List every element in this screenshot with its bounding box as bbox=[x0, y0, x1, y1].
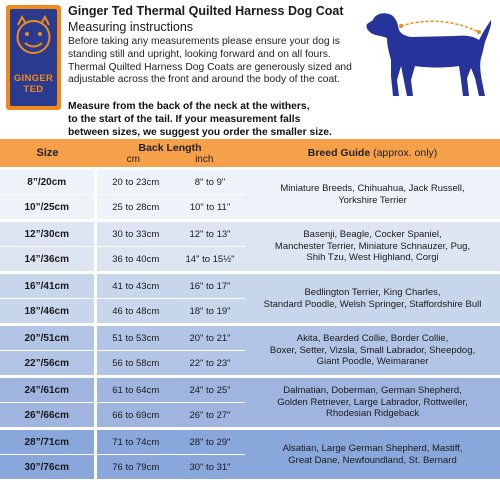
inch-cell: 28" to 29" bbox=[189, 436, 231, 448]
page-title: Ginger Ted Thermal Quilted Harness Dog Coat bbox=[68, 4, 344, 18]
size-cell: 30”/76cm bbox=[0, 455, 95, 479]
size-cell: 14”/36cm bbox=[0, 247, 95, 271]
dog-silhouette-icon bbox=[355, 6, 495, 106]
table-row bbox=[0, 274, 500, 298]
logo-text-line2: TED bbox=[23, 84, 44, 95]
inch-cell: 12" to 13" bbox=[189, 228, 231, 240]
table-row bbox=[0, 326, 500, 350]
inch-cell: 16" to 17" bbox=[189, 280, 231, 292]
table-row bbox=[0, 170, 500, 194]
cm-cell: 76 to 79cm bbox=[112, 461, 160, 473]
measurement-instruction: Measure from the back of the neck at the withers, to the start of the tail. If your measurement falls between sizes, we suggest you order the smaller size. bbox=[68, 101, 332, 138]
size-header: Size bbox=[0, 139, 95, 167]
inch-cell: 22" to 23" bbox=[189, 357, 231, 369]
table-row bbox=[0, 430, 500, 454]
cm-cell: 20 to 23cm bbox=[112, 176, 160, 188]
inch-cell: 30" to 31" bbox=[189, 461, 231, 473]
ginger-ted-logo bbox=[6, 5, 61, 110]
size-cell: 22”/56cm bbox=[0, 351, 95, 375]
cm-cell: 46 to 48cm bbox=[112, 305, 160, 317]
intro-text: Before taking any measurements please ensure your dog is standing still and upright, looking forward and on all fours. Thermal Quilted Harness Dog Coats are generously sized and adjustable across the front and around the body of the coat. bbox=[68, 36, 352, 86]
inch-cell: 24" to 25" bbox=[189, 384, 231, 396]
cm-header: cm bbox=[126, 153, 140, 165]
size-cell: 18”/46cm bbox=[0, 299, 95, 323]
size-cell: 16”/41cm bbox=[0, 274, 95, 298]
breed-cell: Akita, Bearded Collie, Border Collie, Boxer, Setter, Vizsla, Small Labrador, Sheepdog, Giant Poodle, Weimaraner bbox=[245, 326, 500, 375]
breed-guide-note: (approx. only) bbox=[373, 147, 438, 159]
size-cell: 8”/20cm bbox=[0, 170, 95, 194]
breed-guide-title: Breed Guide bbox=[307, 147, 371, 159]
back-length-title: Back Length bbox=[138, 141, 202, 154]
table-header-row bbox=[0, 139, 500, 167]
breed-cell: Basenji, Beagle, Cocker Spaniel, Manchester Terrier, Miniature Schnauzer, Pug, Shih Tzu, West Highland, Corgi bbox=[245, 222, 500, 271]
cm-cell: 30 to 33cm bbox=[112, 228, 160, 240]
inch-cell: 26" to 27" bbox=[189, 409, 231, 421]
size-cell: 24”/61cm bbox=[0, 378, 95, 402]
header bbox=[0, 0, 500, 137]
logo-text-line1: GINGER bbox=[13, 73, 54, 84]
table-row bbox=[0, 222, 500, 246]
cm-cell: 36 to 40cm bbox=[112, 253, 160, 265]
inch-cell: 10" to 11" bbox=[189, 201, 231, 213]
inch-cell: 14" to 15½" bbox=[185, 253, 235, 265]
size-cell: 12”/30cm bbox=[0, 222, 95, 246]
size-cell: 20”/51cm bbox=[0, 326, 95, 350]
size-chart-table bbox=[0, 139, 500, 479]
breed-guide-header bbox=[245, 139, 500, 167]
cm-cell: 25 to 28cm bbox=[112, 201, 160, 213]
table-row bbox=[0, 378, 500, 402]
cm-cell: 41 to 43cm bbox=[112, 280, 160, 292]
inch-cell: 8" to 9" bbox=[194, 176, 226, 188]
back-length-header bbox=[95, 139, 245, 167]
breed-cell: Dalmatian, Doberman, German Shepherd, Golden Retriever, Large Labrador, Rottweiler, Rhodesian Ridgeback bbox=[245, 378, 500, 427]
breed-cell: Bedlington Terrier, King Charles, Standard Poodle, Welsh Springer, Staffordshire Bull bbox=[245, 274, 500, 323]
cm-cell: 66 to 69cm bbox=[112, 409, 160, 421]
cm-cell: 61 to 64cm bbox=[112, 384, 160, 396]
cm-cell: 56 to 58cm bbox=[112, 357, 160, 369]
breed-cell: Miniature Breeds, Chihuahua, Jack Russell, Yorkshire Terrier bbox=[245, 170, 500, 219]
page-subtitle: Measuring instructions bbox=[68, 20, 194, 34]
cm-cell: 71 to 74cm bbox=[112, 436, 160, 448]
size-cell: 26”/66cm bbox=[0, 403, 95, 427]
breed-cell: Alsatian, Large German Shepherd, Mastiff, Great Dane, Newfoundland, St. Bernard bbox=[245, 430, 500, 479]
cm-cell: 51 to 53cm bbox=[112, 332, 160, 344]
inch-cell: 18" to 19" bbox=[189, 305, 231, 317]
size-cell: 10”/25cm bbox=[0, 195, 95, 219]
size-cell: 28”/71cm bbox=[0, 430, 95, 454]
inch-header: inch bbox=[195, 153, 214, 165]
inch-cell: 20" to 21" bbox=[189, 332, 231, 344]
